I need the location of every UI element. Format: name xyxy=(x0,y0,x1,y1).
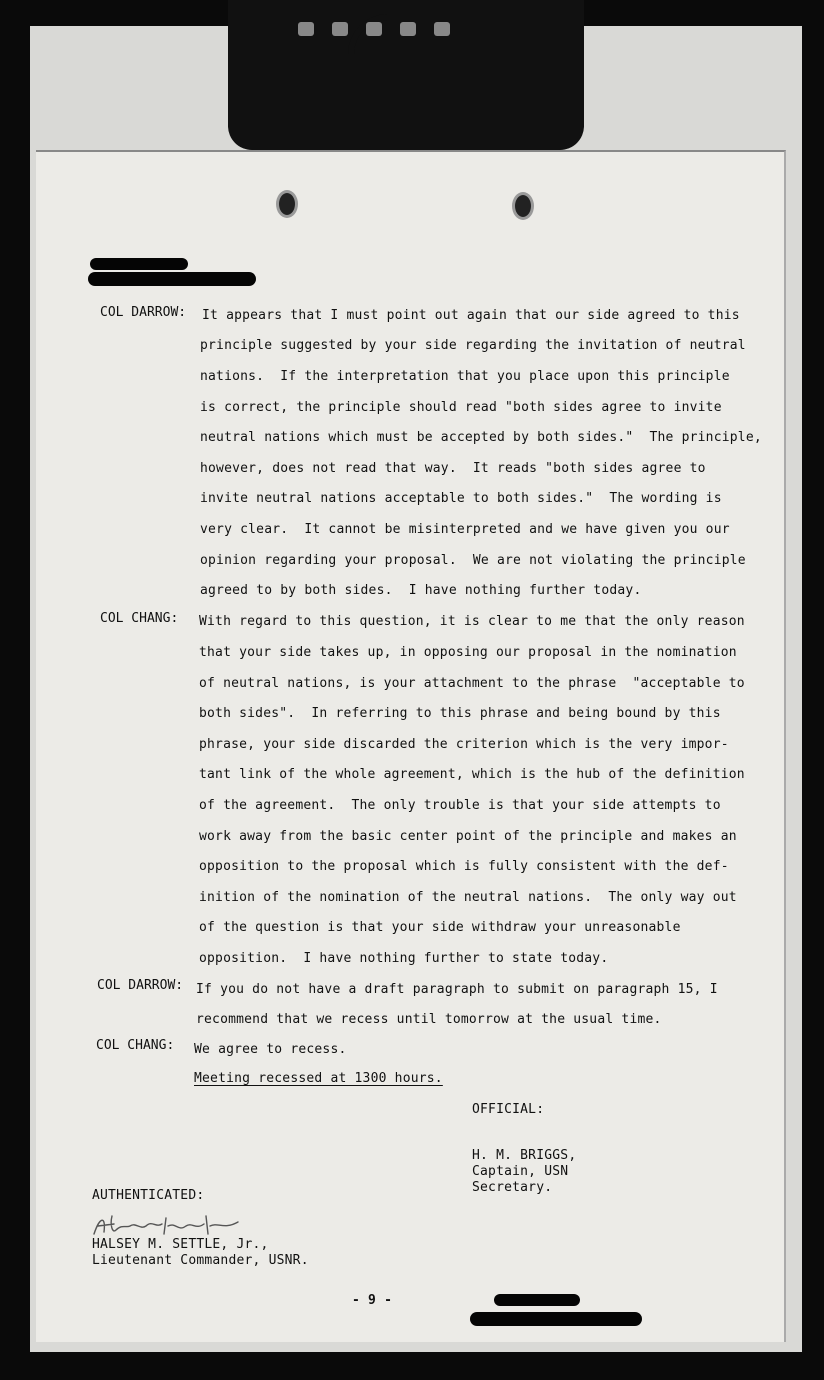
transcript-line: of neutral nations, is your attachment to the phrase "acceptable to xyxy=(199,676,745,691)
speaker-label: COL CHANG: xyxy=(96,1038,175,1053)
transcript-line: It appears that I must point out again that our side agreed to this xyxy=(202,308,740,323)
handwritten-signature xyxy=(92,1212,242,1240)
transcript-line: very clear. It cannot be misinterpreted and we have given you our xyxy=(200,522,730,537)
speaker-label: COL DARROW: xyxy=(100,305,187,320)
redaction-bar-bottom-2 xyxy=(470,1312,642,1326)
transcript-line: of the question is that your side withdraw your unreasonable xyxy=(199,920,681,935)
transcript-line: agreed to by both sides. I have nothing further today. xyxy=(200,583,642,598)
binder-clip-teeth xyxy=(298,22,478,40)
transcript-line: We agree to recess. xyxy=(194,1042,347,1057)
speaker-label: COL DARROW: xyxy=(97,978,184,993)
punch-hole-left xyxy=(276,190,298,218)
transcript-line: that your side takes up, in opposing our proposal in the nomination xyxy=(199,645,737,660)
transcript-line: nations. If the interpretation that you place upon this principle xyxy=(200,369,730,384)
transcript-line: invite neutral nations acceptable to both sides." The wording is xyxy=(200,491,722,506)
authentication-name: HALSEY M. SETTLE, Jr., xyxy=(92,1237,269,1252)
page-number: - 9 - xyxy=(352,1293,393,1308)
redaction-bar-bottom-1 xyxy=(494,1294,580,1306)
transcript-line: opposition. I have nothing further to state today. xyxy=(199,951,609,966)
transcript-line: tant link of the whole agreement, which is the hub of the definition xyxy=(199,767,745,782)
official-name: H. M. BRIGGS, xyxy=(472,1148,577,1163)
official-rank: Captain, USN xyxy=(472,1164,569,1179)
transcript-line: work away from the basic center point of the principle and makes an xyxy=(199,829,737,844)
redaction-bar-top-1 xyxy=(90,258,188,270)
transcript-line: neutral nations which must be accepted by both sides." The principle, xyxy=(200,430,762,445)
transcript-line: inition of the nomination of the neutral nations. The only way out xyxy=(199,890,737,905)
transcript-line: both sides". In referring to this phrase and being bound by this xyxy=(199,706,721,721)
transcript-line: If you do not have a draft paragraph to submit on paragraph 15, I xyxy=(196,982,718,997)
transcript-line: is correct, the principle should read "both sides agree to invite xyxy=(200,400,722,415)
transcript-line: of the agreement. The only trouble is that your side attempts to xyxy=(199,798,721,813)
punch-hole-right xyxy=(512,192,534,220)
transcript-line: opinion regarding your proposal. We are not violating the principle xyxy=(200,553,746,568)
transcript-line: however, does not read that way. It reads "both sides agree to xyxy=(200,461,706,476)
transcript-line: With regard to this question, it is clear to me that the only reason xyxy=(199,614,745,629)
authentication-rank: Lieutenant Commander, USNR. xyxy=(92,1253,309,1268)
authentication-heading: AUTHENTICATED: xyxy=(92,1188,205,1203)
transcript-line: opposition to the proposal which is fully consistent with the def- xyxy=(199,859,729,874)
official-heading: OFFICIAL: xyxy=(472,1102,545,1117)
recess-note: Meeting recessed at 1300 hours. xyxy=(194,1071,443,1086)
transcript-line: recommend that we recess until tomorrow at the usual time. xyxy=(196,1012,662,1027)
redaction-bar-top-2 xyxy=(88,272,256,286)
official-title: Secretary. xyxy=(472,1180,553,1195)
speaker-label: COL CHANG: xyxy=(100,611,179,626)
transcript-line: principle suggested by your side regarding the invitation of neutral xyxy=(200,338,746,353)
transcript-line: phrase, your side discarded the criterion which is the very impor- xyxy=(199,737,729,752)
